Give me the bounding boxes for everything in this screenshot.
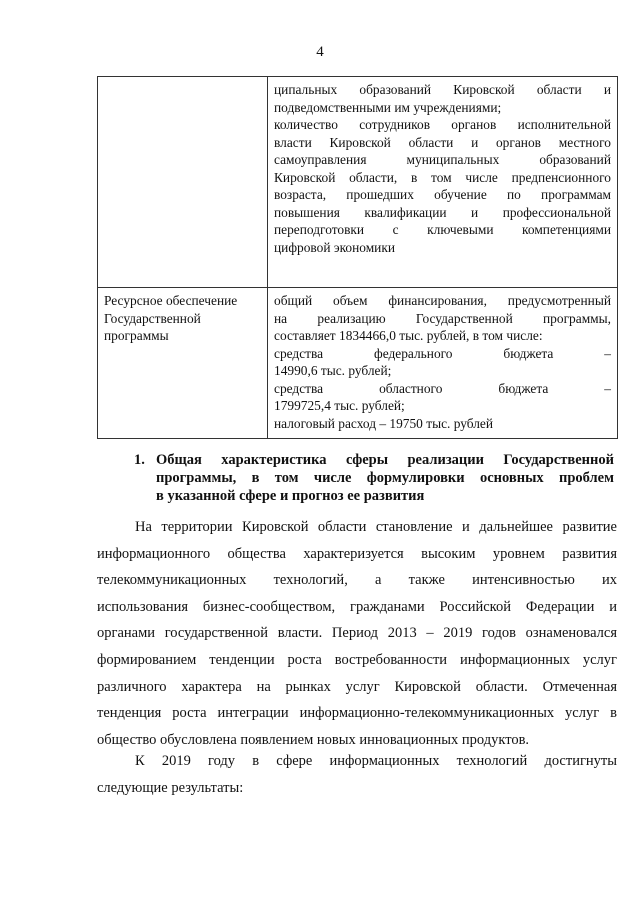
paragraph-line: различного характера на рынках услуг Кировской области. Отмеченная: [97, 678, 617, 695]
table-row: [98, 77, 618, 288]
cell-text-line: на реализацию Государственной программы,: [274, 310, 611, 326]
cell-text-line: средства областного бюджета –: [274, 380, 611, 396]
cell-text-line: 1799725,4 тыс. рублей;: [274, 398, 405, 413]
table-cell-value: [268, 77, 618, 288]
table-row: [98, 288, 618, 439]
section-heading: [134, 451, 614, 505]
cell-text-line: ципальных образований Кировской области и: [274, 82, 611, 97]
paragraph-line: На территории Кировской области становление и дальнейшее развитие: [135, 519, 617, 535]
cell-text-line: налоговый расход – 19750 тыс. рублей: [274, 415, 494, 431]
cell-text-line: возраста, прошедших обучение по программам: [274, 187, 611, 202]
table-cell-label: [98, 77, 268, 288]
paragraph-line: следующие результаты:: [97, 779, 244, 796]
paragraph-line: органами государственной власти. Период 2013 – 2019 годов ознаменовался: [97, 625, 617, 642]
table-cell-value: [268, 288, 618, 439]
cell-text-line: переподготовки с ключевыми компетенциями: [274, 222, 611, 237]
cell-text-line: общий объем финансирования, предусмотренный: [274, 293, 611, 308]
paragraph-line: информационного общества характеризуется высоким уровнем развития: [97, 545, 617, 562]
paragraph-line: телекоммуникационных технологий, а также интенсивностью их: [97, 572, 617, 589]
cell-text-line: цифровой экономики: [274, 239, 396, 255]
cell-text-line: подведомственными им учреждениями;: [274, 99, 502, 115]
cell-text-line: Ресурсное обеспечение: [104, 293, 238, 308]
table-cell-label: [98, 288, 268, 439]
cell-text-line: Государственной: [104, 310, 201, 326]
cell-text-line: самоуправления муниципальных образований: [274, 152, 611, 167]
paragraph-line: общество обусловлена появлением новых инновационных продуктов.: [97, 731, 530, 748]
section-title-line: программы, в том числе формулировки основных проблем: [156, 470, 614, 486]
cell-text-line: программы: [104, 328, 169, 343]
section-title-line: Общая характеристика сферы реализации Государственной: [156, 452, 614, 468]
cell-text-line: количество сотрудников органов исполнительной: [274, 117, 611, 132]
paragraph-line: К 2019 году в сфере информационных технологий достигнуты: [135, 753, 617, 769]
body-paragraph: [97, 748, 617, 801]
cell-text-line: Кировской области, в том числе предпенсионного: [274, 169, 611, 185]
paragraph-line: использования бизнес-сообществом, гражданами Российской Федерации и: [97, 598, 617, 615]
section-number: 1.: [134, 452, 145, 468]
cell-text-line: составляет 1834466,0 тыс. рублей, в том числе:: [274, 328, 543, 343]
section-title-line: в указанной сфере и прогноз ее развития: [156, 488, 425, 504]
cell-text-line: средства федерального бюджета –: [274, 345, 611, 361]
paragraph-line: тенденция роста интеграции информационно-телекоммуникационных услуг в: [97, 705, 617, 722]
cell-text-line: повышения квалификации и профессиональной: [274, 204, 611, 220]
body-paragraph: [97, 514, 617, 753]
cell-text-line: власти Кировской области и органов местного: [274, 134, 611, 150]
page-number: 4: [316, 44, 324, 60]
cell-text-line: 14990,6 тыс. рублей;: [274, 363, 392, 378]
section-title: [156, 451, 614, 505]
program-passport-table: [97, 76, 618, 439]
paragraph-line: формированием тенденции роста востребованности информационных услуг: [97, 651, 617, 668]
